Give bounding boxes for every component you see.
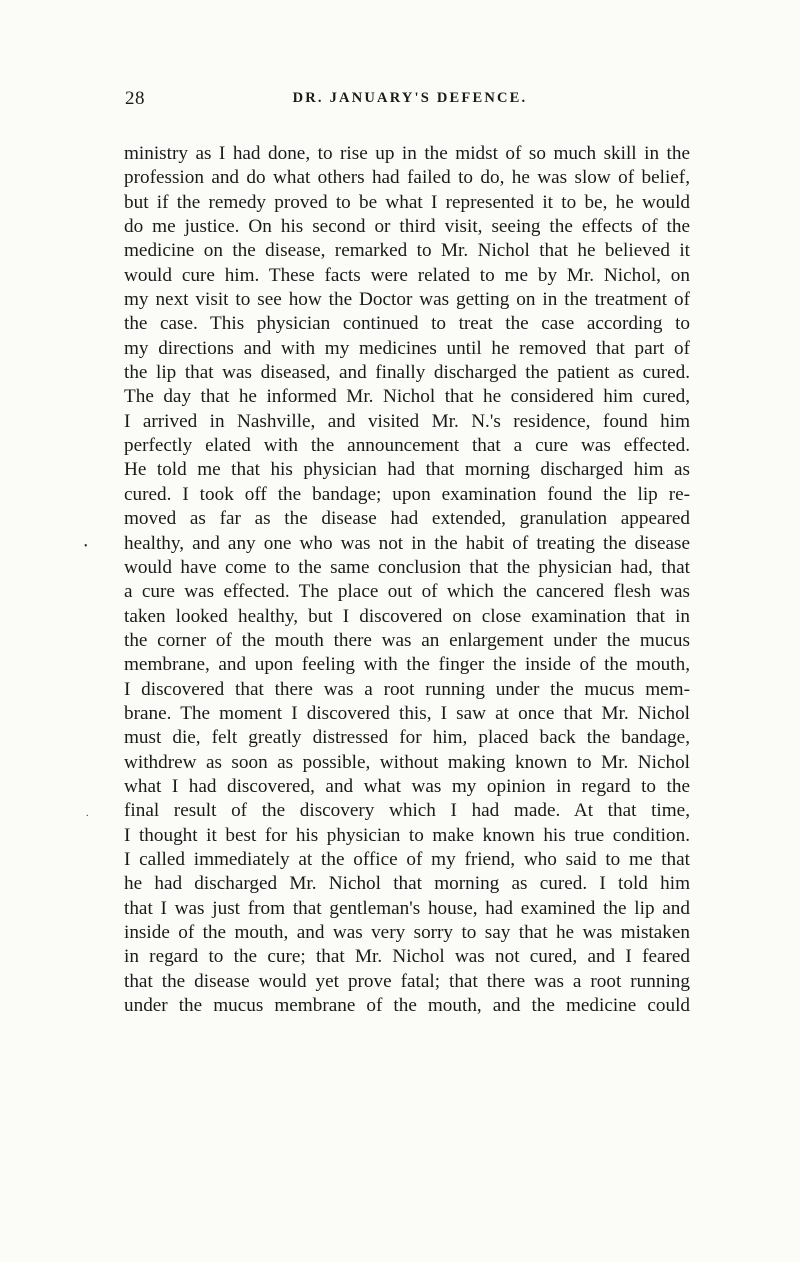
text-line: that I was just from that gentleman's house, had examined the lip and [124,897,690,919]
text-line: in regard to the cure; that Mr. Nichol was not cured, and I feared [124,946,690,968]
text-line: healthy, and any one who was not in the habit of treating the disease [124,532,690,554]
text-line: would have come to the same conclusion that the physician had, that [124,556,690,578]
text-line: the lip that was diseased, and finally discharged the patient as cured. [124,362,690,384]
text-line: I called immediately at the office of my friend, who said to me that [124,848,690,870]
text-line: that the disease would yet prove fatal; that there was a root running [124,970,690,992]
text-line: inside of the mouth, and was very sorry to say that he was mistaken [124,922,690,943]
text-line: cured. I took off the bandage; upon examination found the lip re- [124,483,690,505]
text-line: perfectly elated with the announcement that a cure was effected. [124,435,690,457]
text-line: membrane, and upon feeling with the finger the inside of the mouth, [124,654,690,676]
text-line: final result of the discovery which I had made. At that time, [124,800,690,822]
text-line: I thought it best for his physician to make known his true condition. [124,824,690,846]
text-line: would cure him. These facts were related to me by Mr. Nichol, on [124,264,690,286]
text-line: brane. The moment I discovered this, I saw at once that Mr. Nichol [124,702,690,724]
text-line: moved as far as the disease had extended, granulation appeared [124,508,690,530]
text-line: a cure was effected. The place out of which the cancered flesh was [124,581,690,603]
text-line: I arrived in Nashville, and visited Mr. N.'s residence, found him [124,410,690,432]
text-line: ministry as I had done, to rise up in the midst of so much skill in the [124,143,690,164]
text-line: He told me that his physician had that morning discharged him as [124,459,690,481]
text-line: withdrew as soon as possible, without making known to Mr. Nichol [124,751,690,773]
text-line: do me justice. On his second or third visit, seeing the effects of the [124,216,690,238]
text-line: the corner of the mouth there was an enlargement under the mucus [124,629,690,651]
text-line: the case. This physician continued to treat the case according to [124,313,690,335]
text-line: under the mucus membrane of the mouth, and the medicine could [124,995,690,1017]
text-line: I discovered that there was a root running under the mucus mem- [124,678,690,700]
text-line: but if the remedy proved to be what I represented it to be, he would [124,191,690,213]
text-line: he had discharged Mr. Nichol that morning as cured. I told him [124,873,690,895]
text-line: The day that he informed Mr. Nichol that he considered him cured, [124,386,690,408]
running-title: DR. JANUARY'S DEFENCE. [292,90,528,106]
margin-mark: . [86,808,89,819]
text-line: profession and do what others had failed to do, he was slow of belief, [124,167,690,189]
text-line: my directions and with my medicines until he removed that part of [124,337,690,359]
page-number: 28 [125,88,145,109]
text-line: my next visit to see how the Doctor was getting on in the treatment of [124,289,690,311]
running-head [125,88,685,110]
margin-mark: • [84,541,88,552]
body-text [124,142,690,1018]
text-line: medicine on the disease, remarked to Mr. Nichol that he believed it [124,240,690,262]
text-line: taken looked healthy, but I discovered on close examination that in [124,605,690,627]
text-line: must die, felt greatly distressed for him, placed back the bandage, [124,727,690,749]
text-line: what I had discovered, and what was my opinion in regard to the [124,775,690,797]
